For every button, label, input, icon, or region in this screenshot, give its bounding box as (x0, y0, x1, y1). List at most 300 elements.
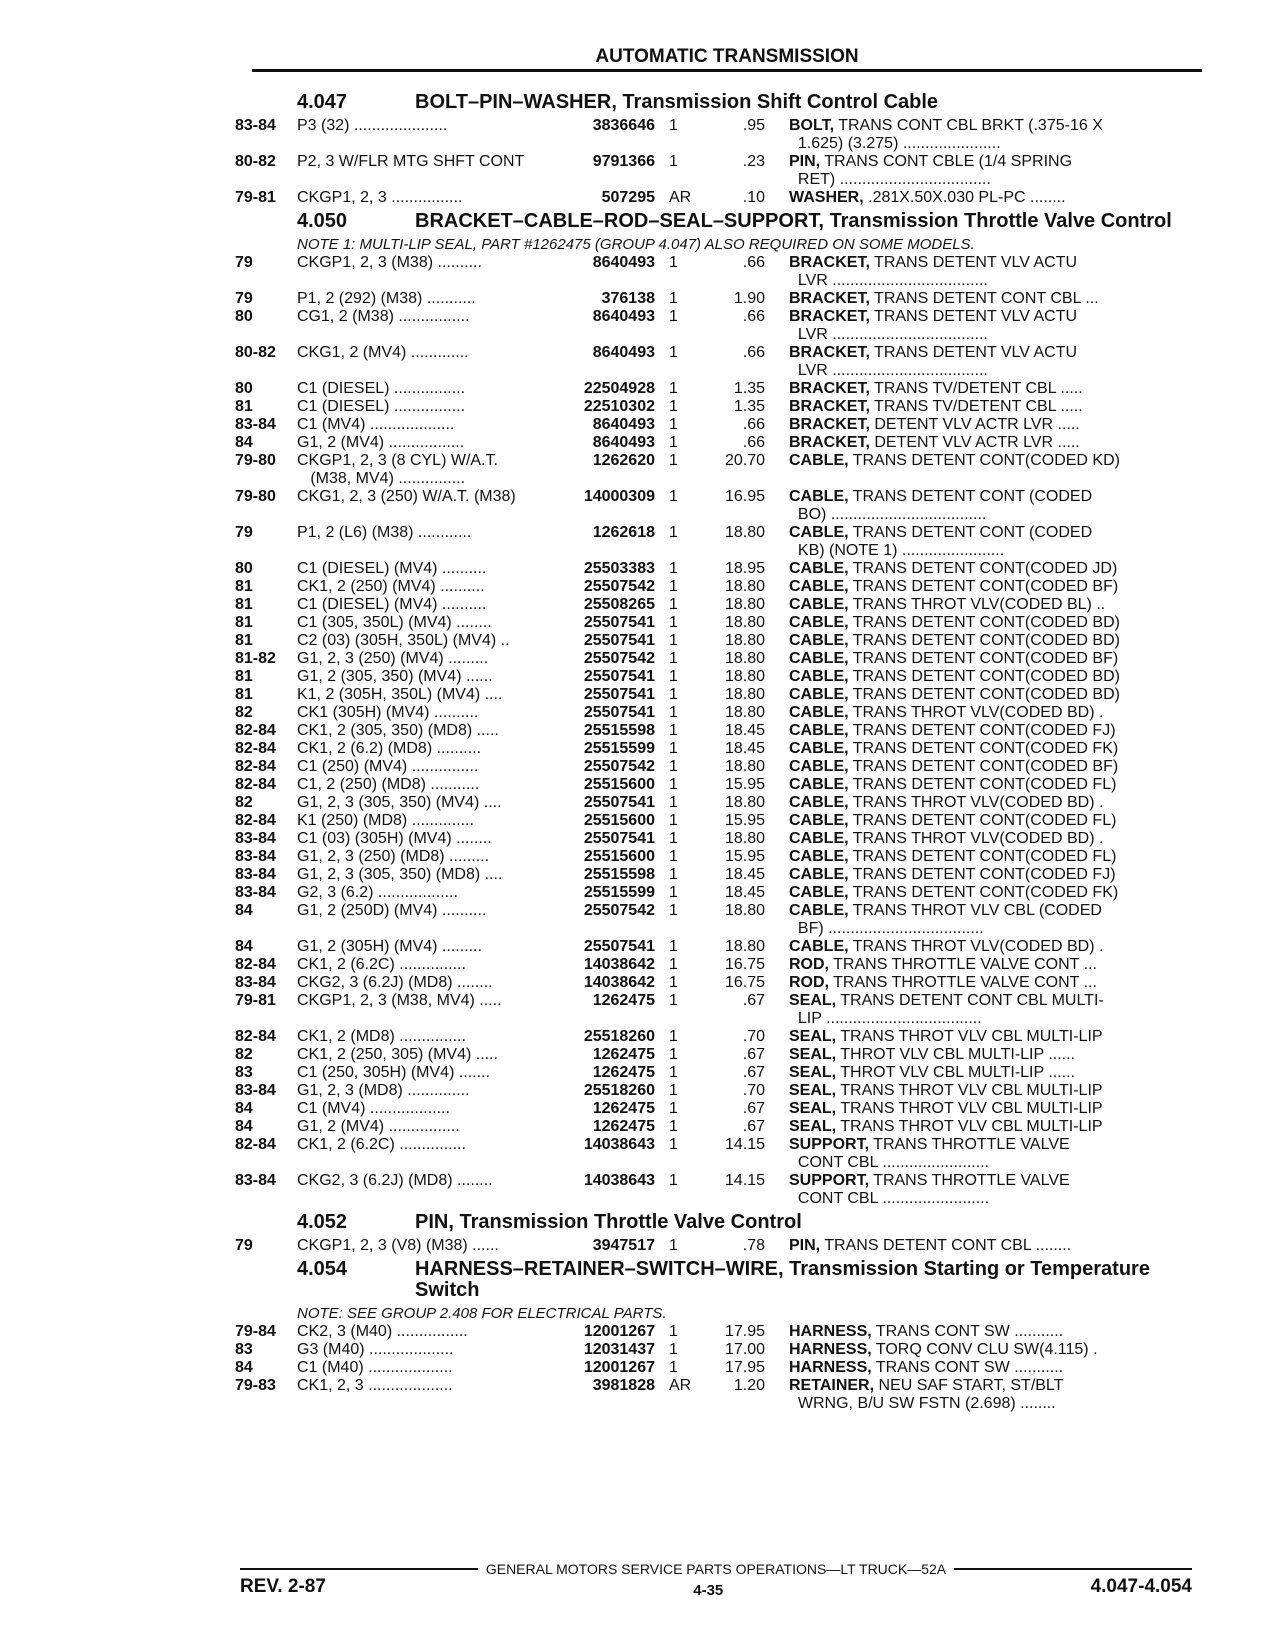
parts-group (235, 211, 1210, 1208)
price: 16.95 (724, 488, 765, 505)
price: 18.45 (724, 884, 765, 901)
model-years: 82 (235, 704, 253, 721)
part-row (235, 740, 1210, 758)
part-description (765, 524, 1210, 560)
part-detail: TRANS THROT VLV CBL MULTI-LIP (836, 1118, 1103, 1135)
part-detail: TRANS DETENT CONT(CODED JD) (848, 560, 1118, 577)
model-years: 84 (235, 1359, 253, 1376)
part-description (765, 1100, 1210, 1118)
part-row (235, 254, 1210, 290)
part-description (765, 812, 1210, 830)
part-detail: TRANS DETENT CONT (CODED BO) ................................... (797, 488, 1093, 523)
model-years: 79-84 (235, 1323, 276, 1340)
application: P3 (32) ..................... (297, 117, 448, 134)
model-years: 80 (235, 560, 253, 577)
model-years: 79 (235, 290, 253, 307)
part-name: CABLE, (789, 596, 849, 613)
part-number: 22504928 (583, 380, 655, 397)
model-years: 79 (235, 1237, 253, 1254)
application: CKGP1, 2, 3 (M38) .......... (297, 254, 482, 271)
part-detail: TRANS DETENT CONT CBL ........ (820, 1237, 1072, 1254)
part-row (235, 398, 1210, 416)
part-row (235, 956, 1210, 974)
application: C1, 2 (250) (MD8) ........... (297, 776, 480, 793)
part-name: CABLE, (789, 830, 849, 847)
application: CKG1, 2, 3 (250) W/A.T. (M38) (297, 488, 516, 505)
part-detail: TRANS DETENT VLV ACTU LVR ................................... (797, 308, 1078, 343)
model-years: 83-84 (235, 974, 276, 991)
price: 18.80 (724, 758, 765, 775)
part-name: CABLE, (789, 902, 849, 919)
part-row (235, 578, 1210, 596)
part-detail: TRANS DETENT CONT(CODED BF) (848, 650, 1119, 667)
part-row (235, 524, 1210, 560)
model-years: 79-80 (235, 488, 276, 505)
part-row (235, 1028, 1210, 1046)
part-detail: TRANS DETENT CONT(CODED BF) (848, 578, 1119, 595)
part-row (235, 938, 1210, 956)
part-description (765, 434, 1210, 452)
application: G1, 2, 3 (250) (MV4) ......... (297, 650, 489, 667)
part-detail: TRANS THROT VLV CBL MULTI-LIP (836, 1028, 1103, 1045)
part-name: SEAL, (789, 1118, 837, 1135)
part-detail: THROT VLV CBL MULTI-LIP ...... (836, 1046, 1075, 1063)
part-number: 25515599 (583, 740, 655, 757)
group-title: HARNESS–RETAINER–SWITCH–WIRE, Transmission Starting or Temperature Switch (415, 1258, 1150, 1301)
part-detail: TRANS DETENT CONT(CODED FJ) (848, 722, 1116, 739)
quantity: 1 (669, 560, 678, 577)
part-number: 25518260 (583, 1082, 655, 1099)
part-name: ROD, (789, 974, 829, 991)
part-name: BRACKET, (789, 434, 870, 451)
price: 18.80 (724, 650, 765, 667)
price: 17.95 (724, 1323, 765, 1340)
part-number: 507295 (601, 189, 655, 206)
price: .10 (742, 189, 765, 206)
part-description (765, 452, 1210, 470)
part-row (235, 902, 1210, 938)
part-name: BRACKET, (789, 308, 870, 325)
part-row (235, 992, 1210, 1028)
part-row (235, 776, 1210, 794)
part-detail: TRANS THROT VLV(CODED BD) . (848, 704, 1104, 721)
application: CKGP1, 2, 3 (8 CYL) W/A.T. (M38, MV4) ............... (297, 452, 498, 487)
model-years: 84 (235, 1100, 253, 1117)
quantity: 1 (669, 1082, 678, 1099)
quantity: 1 (669, 776, 678, 793)
part-name: SEAL, (789, 1082, 837, 1099)
model-years: 79-80 (235, 452, 276, 469)
part-description (765, 1341, 1210, 1359)
application: CK1, 2 (6.2C) ............... (297, 1136, 466, 1153)
quantity: 1 (669, 1172, 678, 1189)
application: C1 (MV4) ................... (297, 416, 455, 433)
quantity: 1 (669, 380, 678, 397)
part-description (765, 380, 1210, 398)
part-description (765, 1136, 1210, 1172)
part-description (765, 1046, 1210, 1064)
part-name: HARNESS, (789, 1323, 872, 1340)
model-years: 82 (235, 1046, 253, 1063)
part-description (765, 578, 1210, 596)
quantity: 1 (669, 884, 678, 901)
model-years: 82 (235, 794, 253, 811)
model-years: 83-84 (235, 884, 276, 901)
part-number: 8640493 (592, 308, 655, 325)
application: C1 (250, 305H) (MV4) ....... (297, 1064, 490, 1081)
price: .67 (742, 1064, 765, 1081)
model-years: 81 (235, 614, 253, 631)
model-years: 79 (235, 524, 253, 541)
part-description (765, 1028, 1210, 1046)
application: G2, 3 (6.2) .................. (297, 884, 458, 901)
part-description (765, 902, 1210, 938)
application: K1, 2 (305H, 350L) (MV4) .... (297, 686, 503, 703)
quantity: 1 (669, 830, 678, 847)
part-row (235, 1136, 1210, 1172)
price: 16.75 (724, 974, 765, 991)
part-detail: TRANS DETENT CONT(CODED BD) (848, 686, 1120, 703)
model-years: 84 (235, 938, 253, 955)
part-detail: TRANS THROT VLV(CODED BL) .. (848, 596, 1106, 613)
part-number: 3981828 (592, 1377, 655, 1394)
part-name: PIN, (789, 153, 821, 170)
part-number: 25507541 (583, 938, 655, 955)
part-detail: TRANS CONT CBLE (1/4 SPRING RET) .................................. (797, 153, 1073, 188)
page-number: 4-35 (693, 1582, 724, 1599)
part-row (235, 812, 1210, 830)
quantity: 1 (669, 974, 678, 991)
part-detail: TRANS THROT VLV(CODED BD) . (848, 830, 1104, 847)
quantity: 1 (669, 1100, 678, 1117)
part-name: CABLE, (789, 722, 849, 739)
model-years: 83-84 (235, 117, 276, 134)
price: 18.45 (724, 740, 765, 757)
application: C1 (M40) ................... (297, 1359, 453, 1376)
price: .67 (742, 1100, 765, 1117)
part-row (235, 117, 1210, 153)
part-detail: TRANS TV/DETENT CBL ..... (869, 380, 1083, 397)
part-description (765, 1323, 1210, 1341)
price: .23 (742, 153, 765, 170)
part-number: 1262475 (592, 1064, 655, 1081)
part-description (765, 704, 1210, 722)
quantity: 1 (669, 1323, 678, 1340)
model-years: 83-84 (235, 866, 276, 883)
part-name: BOLT, (789, 117, 835, 134)
model-years: 79-83 (235, 1377, 276, 1394)
part-detail: TRANS TV/DETENT CBL ..... (869, 398, 1083, 415)
quantity: 1 (669, 1046, 678, 1063)
model-years: 82-84 (235, 1136, 276, 1153)
price: 15.95 (724, 812, 765, 829)
application: CK1, 2 (6.2) (MD8) .......... (297, 740, 482, 757)
part-name: CABLE, (789, 560, 849, 577)
part-number: 1262475 (592, 1100, 655, 1117)
quantity: 1 (669, 866, 678, 883)
part-row (235, 1100, 1210, 1118)
part-detail: TRANS DETENT CONT(CODED FJ) (848, 866, 1116, 883)
part-description (765, 1237, 1210, 1255)
part-number: 25515599 (583, 884, 655, 901)
application: CK1, 2, 3 ................... (297, 1377, 453, 1394)
part-name: HARNESS, (789, 1341, 872, 1358)
price: .66 (742, 254, 765, 271)
part-number: 1262475 (592, 1046, 655, 1063)
quantity: 1 (669, 938, 678, 955)
quantity: 1 (669, 722, 678, 739)
part-detail: TRANS DETENT CONT(CODED BF) (848, 758, 1119, 775)
quantity: 1 (669, 254, 678, 271)
price: .66 (742, 344, 765, 361)
part-row (235, 560, 1210, 578)
model-years: 80 (235, 308, 253, 325)
group-title: BRACKET–CABLE–ROD–SEAL–SUPPORT, Transmission Throttle Valve Control (415, 210, 1172, 232)
quantity: 1 (669, 416, 678, 433)
price: 18.45 (724, 866, 765, 883)
part-name: CABLE, (789, 866, 849, 883)
part-description (765, 1359, 1210, 1377)
part-number: 14038643 (583, 1172, 655, 1189)
footer-publisher: GENERAL MOTORS SERVICE PARTS OPERATIONS—LT TRUCK—52A (485, 1561, 947, 1577)
price: .66 (742, 308, 765, 325)
part-description (765, 1082, 1210, 1100)
footer (240, 1578, 1192, 1600)
part-row (235, 380, 1210, 398)
price: 1.90 (733, 290, 765, 307)
application: CK1, 2 (6.2C) ............... (297, 956, 466, 973)
part-row (235, 1118, 1210, 1136)
quantity: 1 (669, 1136, 678, 1153)
group-heading (235, 1259, 1210, 1301)
part-row (235, 1359, 1210, 1377)
application: CK1, 2 (MD8) ............... (297, 1028, 466, 1045)
group-title: PIN, Transmission Throttle Valve Control (415, 1211, 802, 1233)
part-detail: TRANS DETENT CONT(CODED KD) (848, 452, 1120, 469)
part-description (765, 722, 1210, 740)
part-row (235, 632, 1210, 650)
quantity: 1 (669, 1118, 678, 1135)
model-years: 82-84 (235, 1028, 276, 1045)
part-description (765, 632, 1210, 650)
part-row (235, 668, 1210, 686)
part-description (765, 560, 1210, 578)
part-row (235, 830, 1210, 848)
part-name: CABLE, (789, 488, 849, 505)
application: G1, 2, 3 (250) (MD8) ......... (297, 848, 490, 865)
part-row (235, 488, 1210, 524)
quantity: 1 (669, 740, 678, 757)
part-number: 25507542 (583, 758, 655, 775)
price: .67 (742, 1046, 765, 1063)
part-description (765, 848, 1210, 866)
part-description (765, 866, 1210, 884)
part-detail: TRANS DETENT CONT CBL MULTI- LIP ................................... (797, 992, 1104, 1027)
quantity: 1 (669, 794, 678, 811)
part-name: CABLE, (789, 794, 849, 811)
application: C1 (MV4) .................. (297, 1100, 450, 1117)
part-number: 25507541 (583, 704, 655, 721)
part-name: CABLE, (789, 758, 849, 775)
quantity: 1 (669, 1028, 678, 1045)
part-row (235, 848, 1210, 866)
application: G1, 2 (305H) (MV4) ......... (297, 938, 482, 955)
price: 18.80 (724, 524, 765, 541)
part-description (765, 974, 1210, 992)
part-row (235, 290, 1210, 308)
application: CK1, 2 (250, 305) (MV4) ..... (297, 1046, 498, 1063)
part-description (765, 117, 1210, 153)
part-row (235, 1172, 1210, 1208)
part-number: 25507542 (583, 902, 655, 919)
group-number: 4.050 (297, 210, 348, 232)
model-years: 84 (235, 902, 253, 919)
part-detail: TRANS THROT VLV(CODED BD) . (848, 794, 1104, 811)
part-detail: .281X.50X.030 PL-PC ........ (863, 189, 1066, 206)
part-name: CABLE, (789, 668, 849, 685)
part-name: CABLE, (789, 686, 849, 703)
application: CKG2, 3 (6.2J) (MD8) ........ (297, 1172, 493, 1189)
part-detail: TRANS THROTTLE VALVE CONT ... (829, 974, 1097, 991)
application: CK2, 3 (M40) ................ (297, 1323, 468, 1340)
model-years: 81 (235, 596, 253, 613)
application: C1 (03) (305H) (MV4) ........ (297, 830, 492, 847)
application: G1, 2 (250D) (MV4) .......... (297, 902, 487, 919)
quantity: 1 (669, 117, 678, 134)
model-years: 83 (235, 1341, 253, 1358)
part-name: SUPPORT, (789, 1172, 870, 1189)
part-row (235, 1377, 1210, 1413)
parts-group (235, 1259, 1210, 1413)
part-number: 9791366 (592, 153, 655, 170)
price: 18.80 (724, 596, 765, 613)
part-description (765, 254, 1210, 290)
part-number: 25507541 (583, 686, 655, 703)
part-description (765, 488, 1210, 524)
part-detail: TRANS DETENT CONT(CODED FK) (848, 884, 1119, 901)
part-row (235, 452, 1210, 488)
price: 18.80 (724, 668, 765, 685)
part-number: 12001267 (583, 1359, 655, 1376)
quantity: 1 (669, 434, 678, 451)
model-years: 80-82 (235, 153, 276, 170)
application: C1 (DIESEL) (MV4) .......... (297, 596, 487, 613)
part-row (235, 866, 1210, 884)
quantity: 1 (669, 650, 678, 667)
part-detail: TRANS DETENT CONT(CODED FK) (848, 740, 1119, 757)
price: 18.45 (724, 722, 765, 739)
part-name: HARNESS, (789, 1359, 872, 1376)
part-detail: TRANS DETENT CONT(CODED BD) (848, 632, 1120, 649)
part-description (765, 830, 1210, 848)
quantity: 1 (669, 1064, 678, 1081)
group-number: 4.052 (297, 1211, 348, 1233)
part-detail: TORQ CONV CLU SW(4.115) . (871, 1341, 1098, 1358)
part-number: 25515600 (583, 776, 655, 793)
model-years: 79-81 (235, 189, 276, 206)
part-number: 25507541 (583, 668, 655, 685)
application: K1 (250) (MD8) .............. (297, 812, 474, 829)
part-row (235, 794, 1210, 812)
part-number: 25507541 (583, 614, 655, 631)
part-number: 25507541 (583, 830, 655, 847)
model-years: 82-84 (235, 722, 276, 739)
footer-rule-left (240, 1568, 478, 1570)
part-description (765, 344, 1210, 380)
part-description (765, 794, 1210, 812)
model-years: 82-84 (235, 776, 276, 793)
part-name: SEAL, (789, 1046, 837, 1063)
group-title: BOLT–PIN–WASHER, Transmission Shift Control Cable (415, 91, 939, 113)
model-years: 81 (235, 398, 253, 415)
part-row (235, 416, 1210, 434)
part-row (235, 1323, 1210, 1341)
application: CK1, 2 (305, 350) (MD8) ..... (297, 722, 499, 739)
application: G1, 2, 3 (305, 350) (MV4) .... (297, 794, 502, 811)
group-heading (235, 1212, 1210, 1233)
model-years: 83-84 (235, 830, 276, 847)
part-name: CABLE, (789, 848, 849, 865)
part-detail: TRANS CONT SW ........... (871, 1359, 1064, 1376)
application: G1, 2, 3 (305, 350) (MD8) .... (297, 866, 503, 883)
part-number: 25507542 (583, 650, 655, 667)
model-years: 79 (235, 254, 253, 271)
quantity: 1 (669, 902, 678, 919)
part-description (765, 956, 1210, 974)
part-detail: TRANS CONT SW ........... (871, 1323, 1064, 1340)
price: 18.80 (724, 614, 765, 631)
quantity: 1 (669, 668, 678, 685)
part-number: 8640493 (592, 416, 655, 433)
price: 18.80 (724, 632, 765, 649)
part-number: 22510302 (583, 398, 655, 415)
quantity: 1 (669, 452, 678, 469)
part-name: CABLE, (789, 938, 849, 955)
part-detail: THROT VLV CBL MULTI-LIP ...... (836, 1064, 1075, 1081)
part-detail: TRANS DETENT CONT(CODED FL) (848, 812, 1117, 829)
group-note: NOTE: SEE GROUP 2.408 FOR ELECTRICAL PARTS. (297, 1305, 667, 1322)
part-name: SEAL, (789, 1100, 837, 1117)
quantity: 1 (669, 488, 678, 505)
part-description (765, 938, 1210, 956)
quantity: 1 (669, 398, 678, 415)
part-number: 3836646 (592, 117, 655, 134)
part-row (235, 686, 1210, 704)
application: G3 (M40) ................... (297, 1341, 454, 1358)
quantity: 1 (669, 524, 678, 541)
group-note: NOTE 1: MULTI-LIP SEAL, PART #1262475 (GROUP 4.047) ALSO REQUIRED ON SOME MODELS. (297, 236, 975, 253)
part-name: CABLE, (789, 452, 849, 469)
part-description (765, 884, 1210, 902)
part-number: 25507542 (583, 578, 655, 595)
part-number: 14038643 (583, 1136, 655, 1153)
part-name: SEAL, (789, 1064, 837, 1081)
model-years: 80-82 (235, 344, 276, 361)
model-years: 81 (235, 686, 253, 703)
quantity: 1 (669, 704, 678, 721)
model-years: 81 (235, 578, 253, 595)
part-number: 25507541 (583, 632, 655, 649)
part-number: 12001267 (583, 1323, 655, 1340)
part-description (765, 668, 1210, 686)
part-number: 8640493 (592, 344, 655, 361)
quantity: 1 (669, 1359, 678, 1376)
part-name: CABLE, (789, 524, 849, 541)
part-row (235, 1064, 1210, 1082)
application: P2, 3 W/FLR MTG SHFT CONT (297, 153, 525, 170)
part-detail: TRANS DETENT CONT(CODED BD) (848, 614, 1120, 631)
price: .67 (742, 1118, 765, 1135)
